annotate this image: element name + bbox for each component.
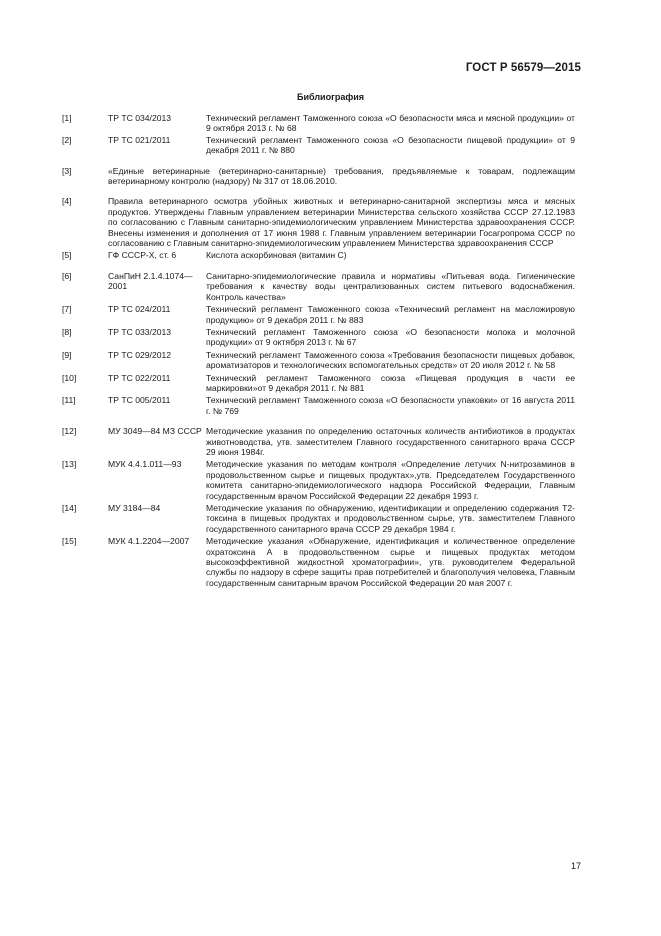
entry-code: ТР ТС 033/2013 (108, 326, 172, 337)
entry-number: [15] (62, 536, 77, 547)
bibliography-entry (62, 196, 575, 248)
entry-number: [7] (62, 304, 72, 315)
entry-code: ТР ТС 024/2011 (108, 304, 171, 315)
bibliography-entry (62, 536, 575, 588)
entry-code: ГФ СССР-Х, ст. 6 (108, 250, 177, 261)
entry-text: Технический регламент Таможенного союза «Технический регламент на масложировую продукцию» от 9 декабря 2011 г. № 883 (206, 304, 575, 325)
entry-number: [10] (62, 372, 77, 383)
entry-text: Санитарно-эпидемиологические правила и нормативы «Питьевая вода. Гигиенические требования к качеству воды централизованных систем питьевого водоснабжения. Контроль качества» (206, 270, 575, 302)
bibliography-entry (62, 327, 575, 348)
entry-text: Технический регламент Таможенного союза «О безопасности молока и молочной продукции» от 9 октября 2013 г. № 67 (206, 326, 575, 348)
bibliography-entry (62, 304, 575, 325)
entry-code: МУ 3184—84 (108, 503, 161, 513)
entry-number: [2] (62, 134, 72, 145)
bibliography-entry (62, 113, 575, 134)
bibliography-list (62, 113, 575, 588)
entry-text: Технический регламент Таможенного союза «Требования безопасности пищевых добавок, ароматизаторов и технологических вспомогательных средств» от 20 июля 2012 г. № 58 (206, 349, 575, 371)
entry-number: [3] (62, 165, 72, 176)
entry-code: ТР ТС 029/2012 (108, 349, 172, 360)
bibliography-entry (62, 271, 575, 302)
bibliography-entry (62, 395, 575, 416)
entry-text: Методические указания «Обнаружение, идентификация и количественное определение охратоксина А в продовольственном сырье и пищевых продуктах методом высокоэффективной жидкостной хроматографии», утв. руководителем Федеральной службы по надзору в сфере защиты прав потребителей и благополучия человека, Главным государственным санитарным врачом Российской Федерации 20 мая 2007 г. (206, 536, 575, 588)
entry-text: Методические указания по обнаружению, идентификации и определению содержания Т2-токсина в пищевых продуктах и продовольственном сырье, утв. заместителем Главного государственного санитарного врача СССР 29 декабря 1984 г. (206, 503, 575, 534)
bibliography-entry (62, 426, 575, 457)
entry-number: [8] (62, 326, 72, 337)
page-number: 17 (570, 861, 581, 871)
entry-number: [13] (62, 459, 77, 470)
entry-number: [14] (62, 503, 77, 513)
bibliography-entry (62, 503, 575, 534)
entry-text: Технический регламент Таможенного союза «О безопасности упаковки» от 16 августа 2011 г. № 769 (206, 395, 575, 416)
entry-text: «Единые ветеринарные (ветеринарно-санитарные) требования, предъявляемые к товарам, подлежащим ветеринарному контролю (надзору) № 317 от 18.06.2010. (108, 165, 575, 187)
bibliography-entry (62, 166, 575, 187)
bibliography-title: Библиография (297, 92, 364, 102)
entry-number: [11] (62, 395, 76, 406)
entry-code: СанПиН 2.1.4.1074—2001 (108, 270, 193, 292)
entry-text: Технический регламент Таможенного союза «Пищевая продукция в части ее маркировки»от 9 декабря 2011 г. № 881 (206, 372, 575, 393)
bibliography-entry (62, 459, 575, 501)
entry-number: [5] (62, 250, 72, 261)
entry-code: МУК 4.1.2204—2007 (108, 536, 190, 547)
bibliography-entry (62, 373, 575, 394)
entry-code: МУК 4.4.1.011—93 (108, 459, 182, 470)
entry-text: Технический регламент Таможенного союза «О безопасности мяса и мясной продукции» от 9 октября 2013 г. № 68 (206, 113, 575, 134)
entry-number: [9] (62, 349, 72, 360)
entry-number: [6] (62, 270, 72, 281)
entry-text: Правила ветеринарного осмотра убойных животных и ветеринарно-санитарной экспертизы мяса и мясных продуктов. Утверждены Главным управлением ветеринарии Министерства сельского хозяйства СССР 27.12.1983 по согласованию с Главным санитарно-эпидемиологическим управлением Министерства здравоохранения СССР. Внесены изменения и дополнения от 17 июня 1988 г. Главным управлением ветеринарии Госагропрома СССР по согласованию с Главным санитарно-эпидемиологическим управлением Министерства здравоохранения СССР (108, 196, 575, 249)
entry-text: Кислота аскорбиновая (витамин С) (206, 250, 347, 261)
bibliography-entry (62, 135, 575, 156)
entry-code: ТР ТС 005/2011 (108, 395, 171, 406)
entry-code: ТР ТС 021/2011 (108, 134, 171, 145)
entry-code: МУ 3049—84 МЗ СССР (108, 426, 202, 437)
entry-text: Технический регламент Таможенного союза «О безопасности пищевой продукции» от 9 декабря 2011 г. № 880 (206, 134, 575, 156)
entry-number: [1] (62, 113, 72, 123)
entry-code: ТР ТС 022/2011 (108, 372, 171, 383)
entry-text: Методические указания по методам контроля «Определение летучих N-нитрозаминов в продовольственном сырье и пищевых продуктах»,утв. Председателем Государственного комитета санитарно-эпидемиологического надзора Российской Федерации, Главным государственным врачом Российской Федерации 22 декабря 1993 г. (206, 459, 575, 501)
header-standard-code: ГОСТ Р 56579—2015 (465, 62, 581, 74)
entry-code: ТР ТС 034/2013 (108, 113, 172, 123)
entry-text: Методические указания по определению остаточных количеств антибиотиков в продуктах животноводства, утв. заместителем Главного государственного санитарного врача СССР 29 июня 1984г. (206, 426, 575, 457)
entry-number: [4] (62, 196, 72, 207)
entry-number: [12] (62, 426, 77, 437)
bibliography-entry (62, 350, 575, 371)
bibliography-entry (62, 250, 575, 260)
